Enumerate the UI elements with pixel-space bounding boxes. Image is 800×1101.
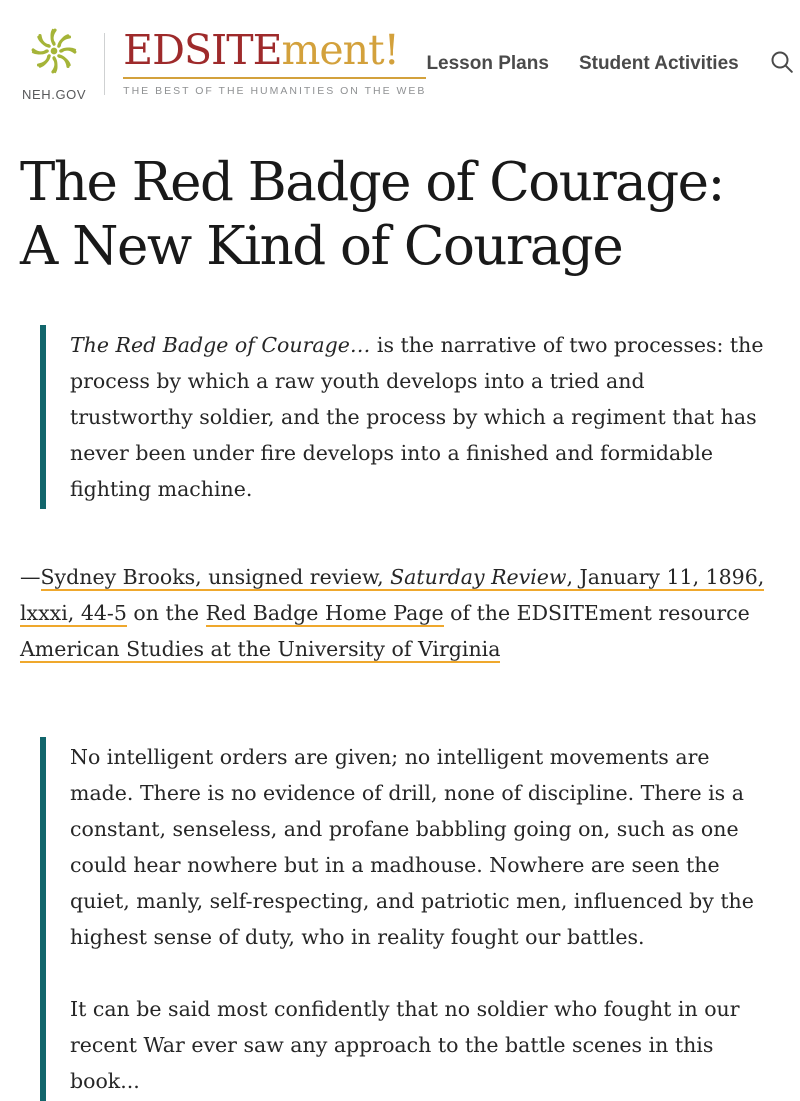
wordmark-red-part: EDSITE [123, 26, 282, 74]
attribution-dash: — [20, 565, 41, 589]
neh-gov-label: NEH.GOV [22, 86, 87, 102]
nav-link-lesson-plans[interactable]: Lesson Plans [426, 52, 549, 74]
logo-divider [104, 33, 105, 95]
soldier-review-quote [40, 737, 780, 1101]
nav-link-student-activities[interactable]: Student Activities [578, 52, 739, 74]
red-badge-home-page-link[interactable]: Red Badge Home Page [205, 601, 444, 625]
site-header [0, 0, 800, 125]
page-title [20, 151, 780, 279]
review-citation-link[interactable]: Sydney Brooks, unsigned review, Saturday Review, January 11, 1896, lxxxi, 44-5 [20, 565, 765, 625]
edsitement-wordmark [123, 26, 426, 79]
page-title-line-2: A New Kind of Courage [20, 216, 623, 277]
soldier-review-paragraph-1: No intelligent orders are given; no intelligent movements are made. There is no evidence of drill, none of discipline. There is a constant, senseless, and profane babbling going on, such as one could hear nowhere but in a madhouse. Nowhere are seen the quiet, manly, self-respecting, and patriotic men, influenced by the highest sense of duty, who in reality fought our battles. [70, 745, 754, 949]
search-button[interactable] [769, 49, 795, 78]
main-nav [426, 48, 800, 80]
review-pull-quote-text: The Red Badge of Courage… is the narrative of two processes: the process by which a raw youth develops into a tried and trustworthy soldier, and the process by which a regiment that has never been under fire develops into a finished and formidable fighting machine. [70, 333, 764, 501]
page-title-line-1: The Red Badge of Courage: [20, 152, 724, 213]
quote-italic-lead: The Red Badge of Courage… [70, 333, 371, 357]
american-studies-link[interactable]: American Studies at the University of Virginia [20, 637, 501, 661]
neh-gov-link[interactable] [22, 26, 86, 102]
review-pull-quote [40, 325, 780, 509]
search-icon [769, 49, 795, 78]
neh-pinwheel-icon [29, 26, 79, 80]
attribution: —Sydney Brooks, unsigned review, Saturday Review, January 11, 1896, lxxxi, 44-5 on the Red Badge Home Page of the EDSITEment resource American Studies at the University of Virginia [20, 565, 765, 661]
edsitement-home-link[interactable] [123, 26, 427, 97]
article [0, 151, 800, 1101]
logo-group [22, 26, 426, 102]
wordmark-gold-part: ment! [281, 26, 400, 74]
saturday-review-italic: Saturday Review [390, 565, 567, 589]
brand-tagline: THE BEST OF THE HUMANITIES ON THE WEB [123, 85, 427, 97]
soldier-review-paragraph-2: It can be said most confidently that no soldier who fought in our recent War ever saw any approach to the battle scenes in this book... [70, 997, 740, 1093]
